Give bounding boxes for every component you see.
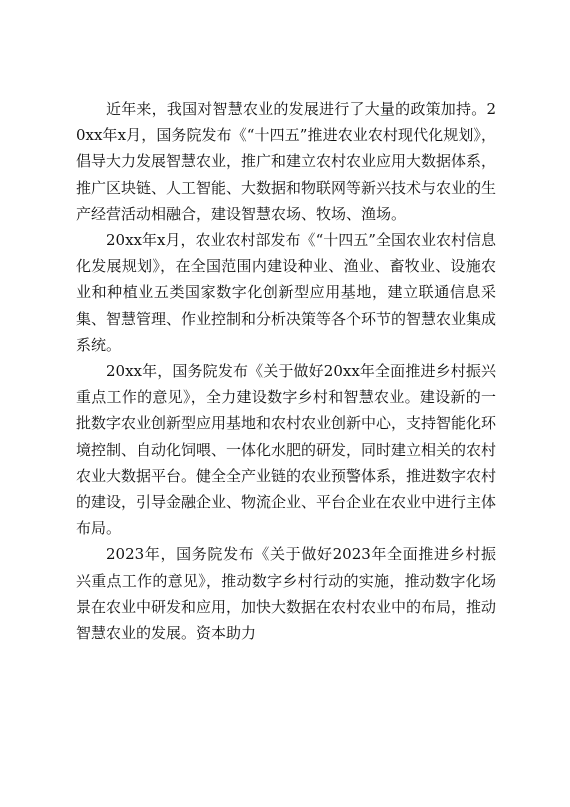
paragraph-state-council-opinion: 20xx年，国务院发布《关于做好20xx年全面推进乡村振兴重点工作的意见》，全力建设数字乡村和智慧农业。建设新的一批数字农业创新型应用基地和农村农业创新中心，支持智能化环境控制、自动化饲喂、一体化水肥的研发，同时建立相关的农村农业大数据平台。健全全产业链的农业预警体系，推进数字农村的建设，引导金融企业、物流企业、平台企业在农业中进行主体布局。: [76, 362, 497, 538]
paragraph-2023-opinion: 2023年，国务院发布《关于做好2023年全面推进乡村振兴重点工作的意见》，推动数字乡村行动的实施，推动数字化场景在农业中研发和应用，加快大数据在农村农业中的布局，推动智慧农业的发展。资本助力: [76, 545, 497, 643]
paragraph-policy-overview: 近年来，我国对智慧农业的发展进行了大量的政策加持。20xx年x月，国务院发布《“十四五”推进农业农村现代化规划》，倡导大力发展智慧农业，推广和建立农村农业应用大数据体系，推广区块链、人工智能、大数据和物联网等新兴技术与农业的生产经营活动相融合，建设智慧农场、牧场、渔场。: [76, 100, 497, 223]
paragraph-ministry-plan: 20xx年x月，农业农村部发布《“十四五”全国农业农村信息化发展规划》，在全国范围内建设种业、渔业、畜牧业、设施农业和种植业五类国家数字化创新型应用基地，建立联通信息采集、智慧管理、作业控制和分析决策等各个环节的智慧农业集成系统。: [76, 231, 497, 354]
document-body: [76, 96, 496, 646]
